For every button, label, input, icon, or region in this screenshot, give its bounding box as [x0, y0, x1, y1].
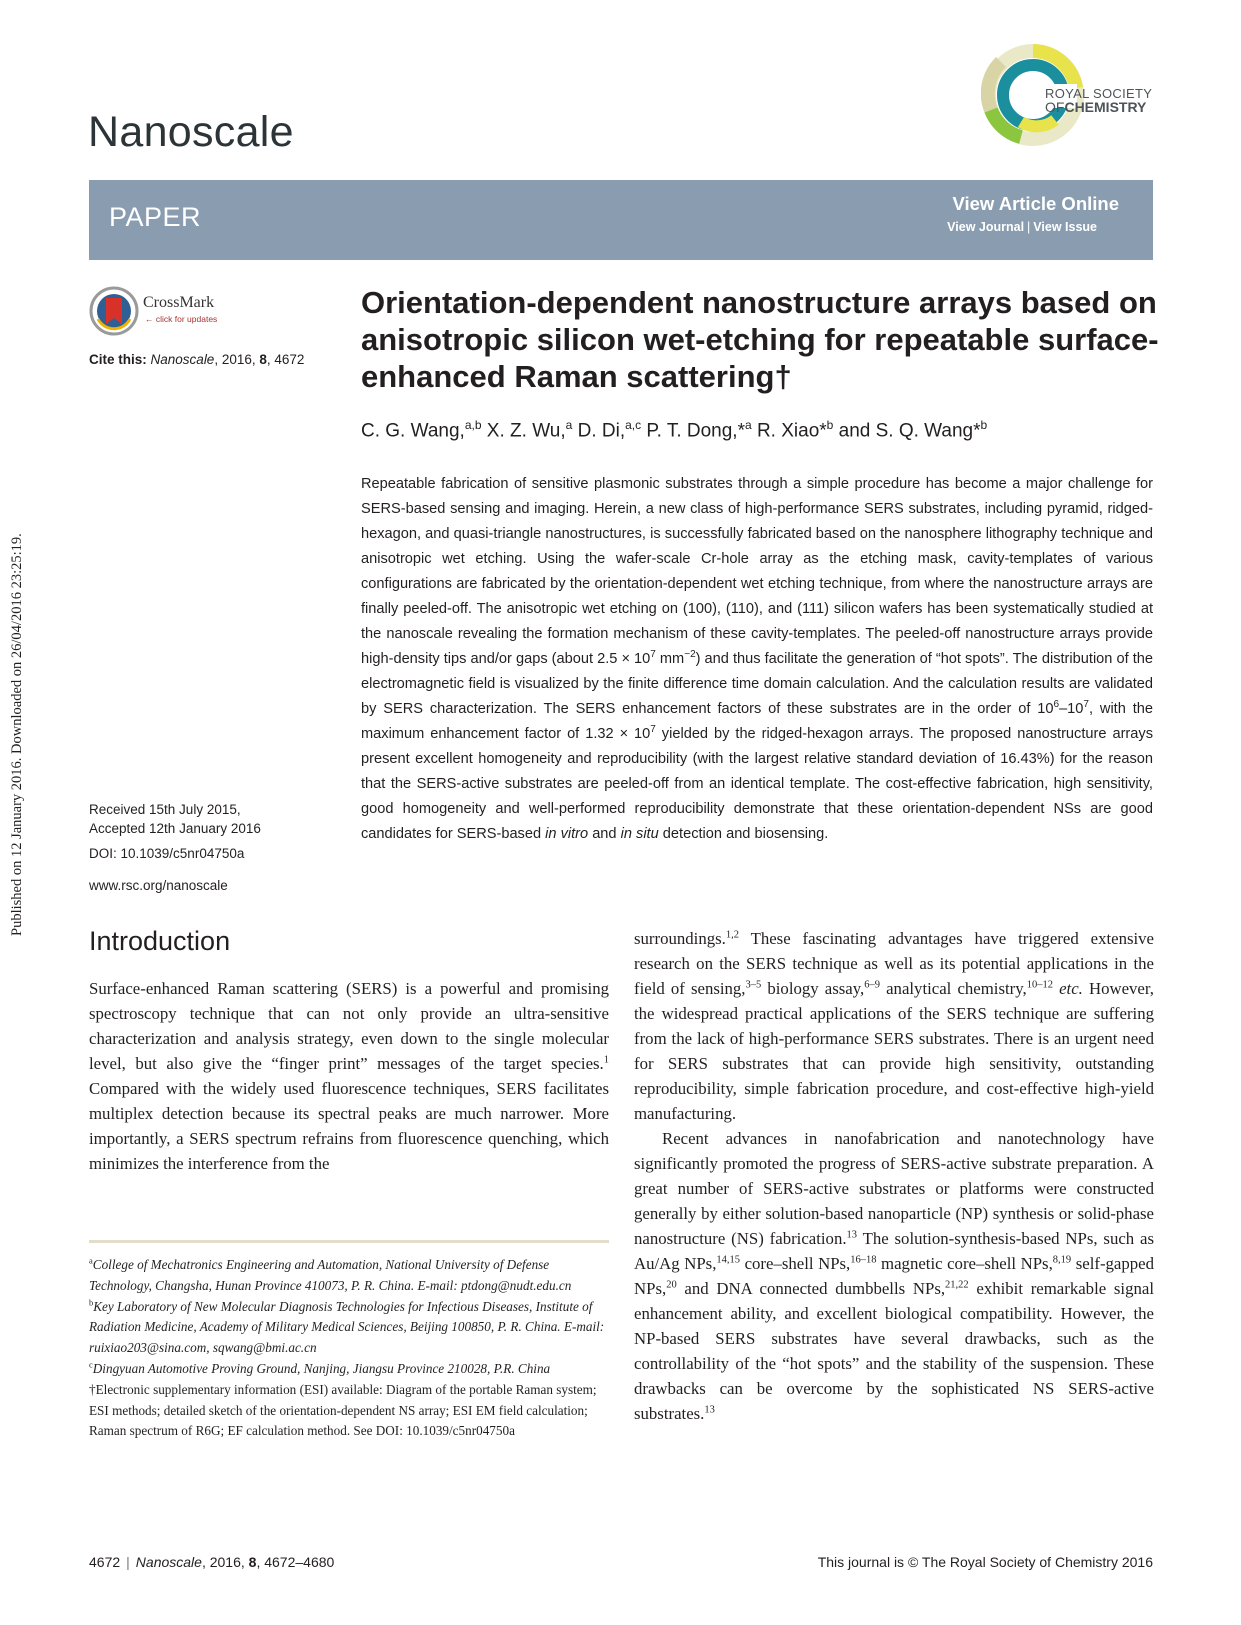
abstract-text: Repeatable fabrication of sensitive plasmonic substrates through a simple procedure has become a major challenge for SERS-based sensing and imaging. Herein, a new class of high-performance SERS substrates, including pyramid, ridged-hexagon, and quasi-triangle nanostructures, is successfully fabricated based on the nanosphere lithography technique and anisotropic wet etching. Using the wafer-scale Cr-hole array as the etching mask, cavity-templates of various configurations are fabricated by the orientation-dependent wet etching technique, from where the nanostructure arrays are finally peeled-off. The anisotropic wet etching on (100), (110), and (111) silicon wafers has been systematically studied at the nanoscale revealing the formation mechanism of these cavity-templates. The peeled-off nanostructure arrays provide high-density tips and/or gaps (about 2.5 × 10 [361, 476, 1153, 667]
author-affiliation: a,b [464, 418, 482, 432]
footnote-affiliation-c [89, 1359, 609, 1380]
footnote-mark: c [89, 1359, 93, 1370]
journal-name: Nanoscale [88, 108, 294, 156]
abstract-italic: in situ [620, 826, 659, 842]
footnote-divider [89, 1240, 609, 1243]
banner-separator: | [1027, 220, 1031, 234]
crossmark-sub-text: click for updates [155, 314, 218, 324]
abstract-sup: −2 [684, 649, 696, 661]
cite-journal: Nanoscale [150, 352, 215, 367]
cite-page: , 4672 [266, 352, 305, 367]
page-footer-copyright: This journal is © The Royal Society of Chemistry 2016 [817, 1554, 1153, 1570]
crossmark-sublabel: ← click for updates [145, 314, 218, 324]
body-text: However, the widespread practical applications of the SERS technique are suffering from the lack of high-performance SERS substrates. There is an urgent need for SERS substrates that can provide high sensitivity, outstanding reproducibility, simple fabrication procedure, and cost-effective high-yield manufacturing. [634, 979, 1154, 1123]
page-footer-left [89, 1554, 334, 1570]
crossmark-badge[interactable] [89, 286, 229, 336]
footnote-esi: †Electronic supplementary information (ESI) available: Diagram of the portable Raman system; ESI methods; detailed sketch of the orientation-dependent NS array; ESI EM field calculation; Raman spectrum of R6G; EF calculation method. See DOI: 10.1039/c5nr04750a [89, 1381, 597, 1439]
author-affiliation: a [744, 418, 752, 432]
journal-website-link[interactable]: www.rsc.org/nanoscale [89, 878, 228, 893]
footnote-mark: b [89, 1297, 94, 1308]
section-heading-introduction: Introduction [89, 926, 231, 956]
body-text: self-gapped NPs, [634, 1254, 1154, 1298]
view-journal-link[interactable]: View Journal [947, 220, 1025, 234]
footer-pages: , 4672–4680 [256, 1554, 335, 1570]
received-date: Received 15th July 2015, [89, 802, 241, 817]
publisher-logo[interactable] [985, 40, 1155, 150]
abstract-sup: 7 [650, 724, 656, 736]
received-dates [89, 800, 261, 838]
reference-marker[interactable]: 10–12 [1026, 979, 1053, 991]
author-name: R. Xiao* [751, 420, 827, 442]
abstract-italic: in vitro [545, 826, 589, 842]
reference-marker[interactable]: 21,22 [945, 1279, 969, 1291]
author-affiliation: a [565, 418, 573, 432]
abstract-text: and [588, 826, 621, 842]
abstract-text: yielded by the ridged-hexagon arrays. The proposed nanostructure arrays present excellent homogeneity and reproducibility (with the largest relative standard deviation of 16.43%) for the reason that the SERS-active substrates are peeled-off from an identical template. The cost-effective fabrication, high sensitivity, good homogeneity and well-performed reproducibility demonstrate that these orientation-dependent NSs are good candidates for SERS-based [361, 726, 1153, 842]
body-column-left [89, 976, 609, 1176]
rsc-line2 [1045, 99, 1146, 115]
body-text: surroundings. [634, 929, 726, 948]
paragraph [634, 1126, 1154, 1426]
reference-marker[interactable]: 16–18 [850, 1254, 877, 1266]
reference-marker[interactable]: 1 [603, 1054, 609, 1066]
author-affiliation: b [826, 418, 834, 432]
abstract-text: –10 [1059, 701, 1084, 717]
cite-year: , 2016, [214, 352, 260, 367]
download-stamp [6, 470, 28, 936]
abstract-text: detection and biosensing. [658, 826, 829, 842]
footnote-text: Dingyuan Automotive Proving Ground, Nanjing, Jiangsu Province 210028, P.R. China [92, 1360, 551, 1376]
paragraph [634, 926, 1154, 1126]
footnote-mark: a [89, 1255, 93, 1266]
body-text: analytical chemistry, [879, 979, 1027, 998]
body-text: The solution-synthesis-based NPs, such as Au/Ag NPs, [634, 1229, 1154, 1273]
author-name: P. T. Dong,* [641, 420, 745, 442]
reference-marker[interactable]: 14,15 [716, 1254, 741, 1266]
abstract-sup: 7 [1083, 699, 1089, 711]
body-italic: etc. [1052, 979, 1083, 998]
author-affiliation: a,c [625, 418, 642, 432]
body-text: and DNA connected dumbbells NPs, [676, 1279, 946, 1298]
reference-marker[interactable]: 13 [846, 1229, 858, 1241]
page-number: 4672 [89, 1554, 121, 1570]
abstract-text: , with the maximum enhancement factor of 1.32 × 10 [361, 701, 1154, 742]
crossmark-label: CrossMark [143, 294, 215, 311]
author-affiliation: b [980, 418, 988, 432]
abstract-text: mm [655, 651, 685, 667]
body-text: exhibit remarkable signal enhancement ability, and excellent biological compatibility. However, the NP-based SERS substrates have several drawbacks, such as the controllability of the “hot spots” and the stability of the suspension. These drawbacks can be overcome by the sophisticated NS SERS-active substrates. [634, 1279, 1154, 1423]
accepted-date: Accepted 12th January 2016 [89, 821, 261, 836]
banner-links [947, 220, 1097, 234]
footnote-text: Key Laboratory of New Molecular Diagnosis Technologies for Infectious Diseases, Institute of Radiation Medicine, Academy of Military Medical Sciences, Beijing 100850, P. R. China. E-mail: ruixiao203@sina.com, sqwang@bmi.ac.cn [89, 1298, 605, 1356]
cite-volume: 8 [259, 352, 267, 367]
rsc-of: OF [1045, 99, 1065, 115]
reference-marker[interactable]: 3–5 [745, 979, 762, 991]
body-text: Surface-enhanced Raman scattering (SERS) is a powerful and promising spectroscopy technique that can not only provide an ultra-sensitive characterization and analysis strategy, even down to the single molecular level, but also give the “finger print” messages of the target species. [89, 979, 609, 1073]
citation-line [89, 352, 304, 367]
author-name: D. Di, [572, 420, 626, 442]
abstract-text: ) and thus facilitate the generation of “hot spots”. The distribution of the electromagnetic field is visualized by the finite difference time domain calculation. And the calculation results are validated by SERS characterization. The SERS enhancement factors of these substrates are in the order of 10 [361, 651, 1153, 717]
author-list [361, 418, 987, 442]
author-name: X. Z. Wu, [481, 420, 566, 442]
body-text: Recent advances in nanofabrication and nanotechnology have significantly promoted the progress of SERS-active substrate preparation. A great number of SERS-active substrates or platforms were constructed generally by either solution-based nanoparticle (NP) synthesis or solid-phase nanostructure (NS) fabrication. [634, 1129, 1154, 1248]
reference-marker[interactable]: 6–9 [864, 979, 880, 991]
reference-marker[interactable]: 13 [704, 1404, 715, 1416]
author-name: C. G. Wang, [361, 420, 465, 442]
rsc-chemistry: CHEMISTRY [1064, 99, 1147, 115]
abstract [361, 472, 1153, 847]
abstract-sup: 6 [1053, 699, 1060, 711]
cite-prefix: Cite this: [89, 352, 147, 367]
body-text: Compared with the widely used fluorescence techniques, SERS facilitates multiplex detection because its spectral peaks are much narrower. More importantly, a SERS spectrum refrains from fluorescence quenching, which minimizes the interference from the [89, 1079, 609, 1173]
crossmark-icon [89, 286, 139, 336]
reference-marker[interactable]: 1,2 [725, 929, 739, 941]
author-name: and S. Q. Wang* [833, 420, 981, 442]
reference-marker[interactable]: 8,19 [1052, 1254, 1072, 1266]
body-text: biology assay, [761, 979, 865, 998]
footnote-affiliation-a [89, 1255, 609, 1297]
rsc-line1: ROYAL SOCIETY [1045, 86, 1153, 101]
view-article-online-link[interactable]: View Article Online [952, 193, 1119, 214]
article-type-banner [89, 180, 1153, 260]
body-text: core–shell NPs, [740, 1254, 851, 1273]
footer-separator: | [126, 1554, 130, 1570]
footer-volume: 8 [248, 1554, 257, 1570]
body-text: magnetic core–shell NPs, [876, 1254, 1053, 1273]
abstract-sup: 7 [650, 649, 656, 661]
view-issue-link[interactable]: View Issue [1033, 220, 1097, 234]
footer-year: , 2016, [201, 1554, 249, 1570]
reference-marker[interactable]: 20 [666, 1279, 677, 1291]
footnote-affiliation-b [89, 1297, 609, 1359]
footnotes [89, 1255, 609, 1442]
download-stamp-text: Published on 12 January 2016. Downloaded on 26/04/2016 23:25:19. [9, 533, 25, 936]
article-type-label: PAPER [109, 202, 202, 232]
doi[interactable]: DOI: 10.1039/c5nr04750a [89, 846, 245, 861]
body-column-right [634, 926, 1154, 1426]
footer-journal: Nanoscale [135, 1554, 202, 1570]
footnote-text: College of Mechatronics Engineering and Automation, National University of Defense Technology, Changsha, Hunan Province 410073, P. R. China. E-mail: ptdong@nudt.edu.cn [89, 1257, 572, 1293]
article-title: Orientation-dependent nanostructure arrays based on anisotropic silicon wet-etching for repeatable surface-enhanced Raman scattering† [361, 285, 1159, 394]
body-text: These fascinating advantages have triggered extensive research on the SERS technique as well as its potential applications in the field of sensing, [634, 929, 1154, 998]
